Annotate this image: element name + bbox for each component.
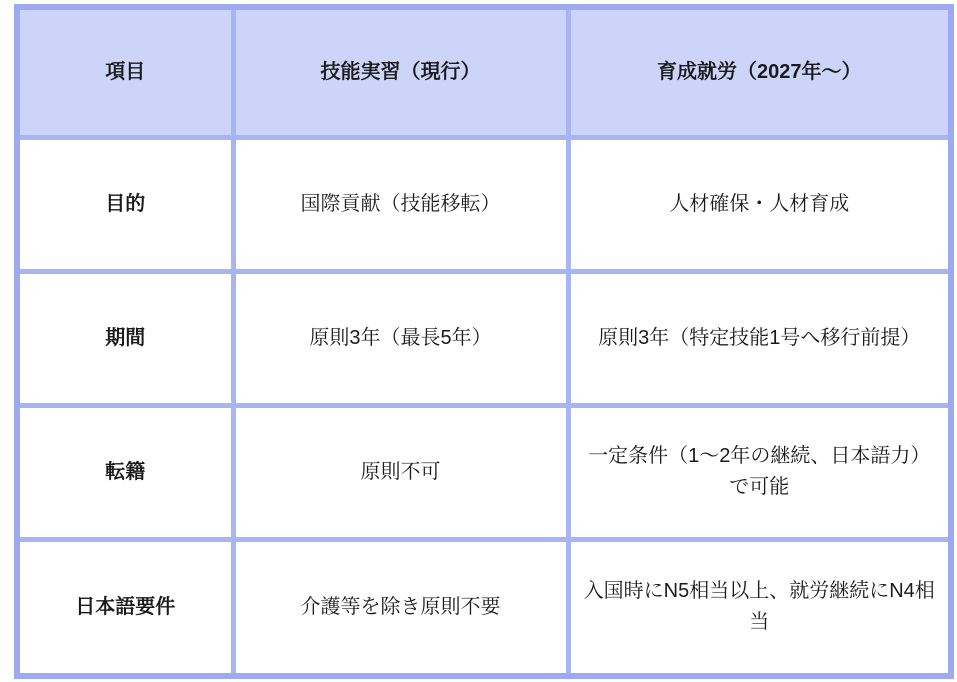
row-label: 期間 (17, 271, 233, 405)
table-header-row (17, 7, 951, 137)
table-row-period (17, 271, 951, 405)
row-label: 転籍 (17, 405, 233, 539)
row-label: 目的 (17, 137, 233, 271)
cell-new-program: 人材確保・人材育成 (568, 137, 951, 271)
cell-current-program: 原則不可 (233, 405, 568, 539)
comparison-table (14, 4, 954, 679)
table-row-japanese-requirement (17, 539, 951, 676)
cell-new-program: 原則3年（特定技能1号へ移行前提） (568, 271, 951, 405)
col-header-current-program: 技能実習（現行） (233, 7, 568, 137)
col-header-new-program: 育成就労（2027年〜） (568, 7, 951, 137)
row-label: 日本語要件 (17, 539, 233, 676)
cell-new-program: 一定条件（1〜2年の継続、日本語力）で可能 (568, 405, 951, 539)
cell-current-program: 介護等を除き原則不要 (233, 539, 568, 676)
cell-new-program: 入国時にN5相当以上、就労継続にN4相当 (568, 539, 951, 676)
table-row-purpose (17, 137, 951, 271)
col-header-item: 項目 (17, 7, 233, 137)
cell-current-program: 国際貢献（技能移転） (233, 137, 568, 271)
cell-current-program: 原則3年（最長5年） (233, 271, 568, 405)
table-row-transfer (17, 405, 951, 539)
